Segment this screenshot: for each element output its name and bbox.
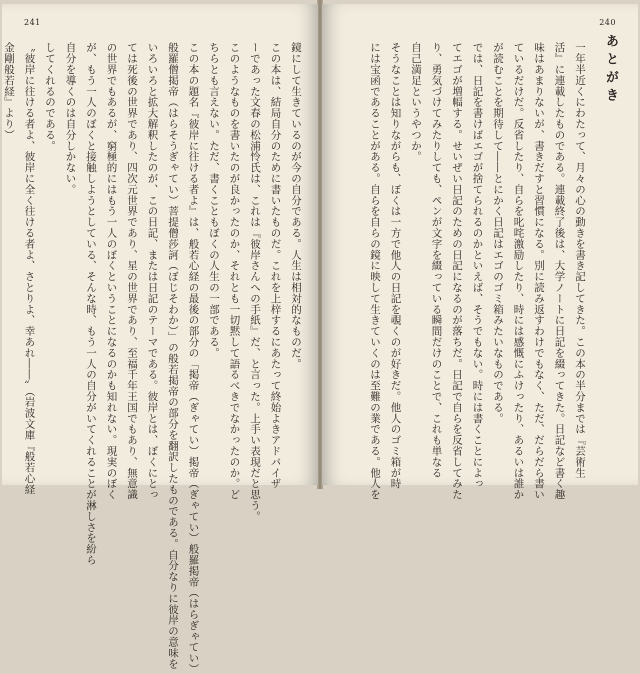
- text-column: いろいろと拡大解釈したのが、この日記、または日記のテーマである。彼岸とは、ぼくにとっ: [146, 42, 159, 500]
- text-column: が、もう一人のぼくと接触しようとしている、そんな時、もう一人の自分がいてくれることが淋しさを紛ら: [85, 42, 97, 566]
- text-column: このようなものを書いたのが良かったのか、それとも一切黙して語るべきでなかったのか。ど: [228, 42, 241, 500]
- text-column: が読むことを期待して――とにかく日記はエゴのゴミ箱みたいなものである。: [492, 42, 504, 424]
- text-column: 自己満足というやつか。: [410, 42, 422, 162]
- text-column: 般羅僧掲帝（はらそうぎゃてい）菩提僧莎訶（ぼじそわか）」の般若掲帝の部分を翻訳したものである。自分なりに彼岸の意味を: [167, 42, 179, 669]
- left-page: [2, 4, 318, 674]
- text-column: では、日記を書けばエゴが捨てられるのかといえば、そうでもない。時には書くことによっ: [471, 42, 484, 489]
- left-page-number: 241: [24, 18, 41, 27]
- left-page-text: [3, 42, 306, 674]
- text-column: り、勇気づけてみたりしても、ペンが文字を綴っている瞬間だけのことで、これも単なる: [430, 42, 443, 478]
- text-column: してくれるのである。: [44, 42, 56, 151]
- text-column: 鏡にして生きているのが今の自分である。人生は相対的なものだ。: [290, 42, 302, 369]
- text-column: ーであった文春の松浦怜氏は、これは『彼岸さんへの手紙』だ、と言った。上手い表現だと思う。: [249, 42, 261, 522]
- right-page: [322, 4, 638, 500]
- text-column: には宝函であることがある。自らを自らの鏡に映して生きていくのは至難の業である。他人を: [369, 42, 381, 500]
- text-column: 〝彼岸に往ける者よ、彼岸に全く往ける者よ、さとりよ、幸あれ――〟（岩波文庫『般若心経: [23, 42, 36, 495]
- text-column: 一年半近くにわたって、月々の心の動きを書き記してきた。この本の半分までは『芸術生: [574, 42, 586, 478]
- text-column: 活』に連載したものである。連載終了後は、大学ノートに日記を綴ってきた。日記など書く趣: [553, 42, 566, 500]
- text-column: てエゴが増幅する。せいぜい日記のための日記になるのが落ちだ。日記で自らを反省してみた: [451, 42, 463, 500]
- text-column: 味はあまりないが、書きだすと習慣になる。別に読み返すわけでもなく、ただ、だらだら書い: [533, 42, 545, 500]
- text-column: 自分を導くのは自分しかない。: [64, 42, 77, 195]
- afterword-heading: あとがき: [603, 34, 618, 106]
- text-column: 金剛般若経』より）: [3, 42, 15, 141]
- right-page-text: [345, 42, 590, 500]
- text-column: ちらとも言えない。ただ、書くこともぼくの人生の一部である。: [208, 42, 220, 359]
- text-column: ているだけだ。反省したり、自らを叱咤激励したり、時には感慨にふけったり、あるいは誰か: [512, 42, 525, 500]
- text-column: そうなことは知りながらも、ぼくは一方で他人の日記を覗くのが好きだ。他人のゴミ箱が時: [389, 42, 402, 489]
- text-column: この本は、結局自分のために書いたものだ。これを上梓するにあたって終始よきアドバイザ: [269, 42, 282, 489]
- right-page-number: 240: [599, 18, 616, 27]
- text-column: この本の題名『彼岸に往ける者よ』は、般若心経の最後の部分の「掲帝（ぎゃてい）掲帝（ぎゃてい）般羅掲帝（はらぎゃてい）: [187, 42, 200, 674]
- text-column: の世界でもあるが、窮極的にはもう一人のぼくということになるのかも知れない。現実のぼく: [105, 42, 118, 500]
- text-column: ては死後の世界であり、四次元世界であり、星の世界であり、至福千年王国でもあり、無意識: [126, 42, 138, 500]
